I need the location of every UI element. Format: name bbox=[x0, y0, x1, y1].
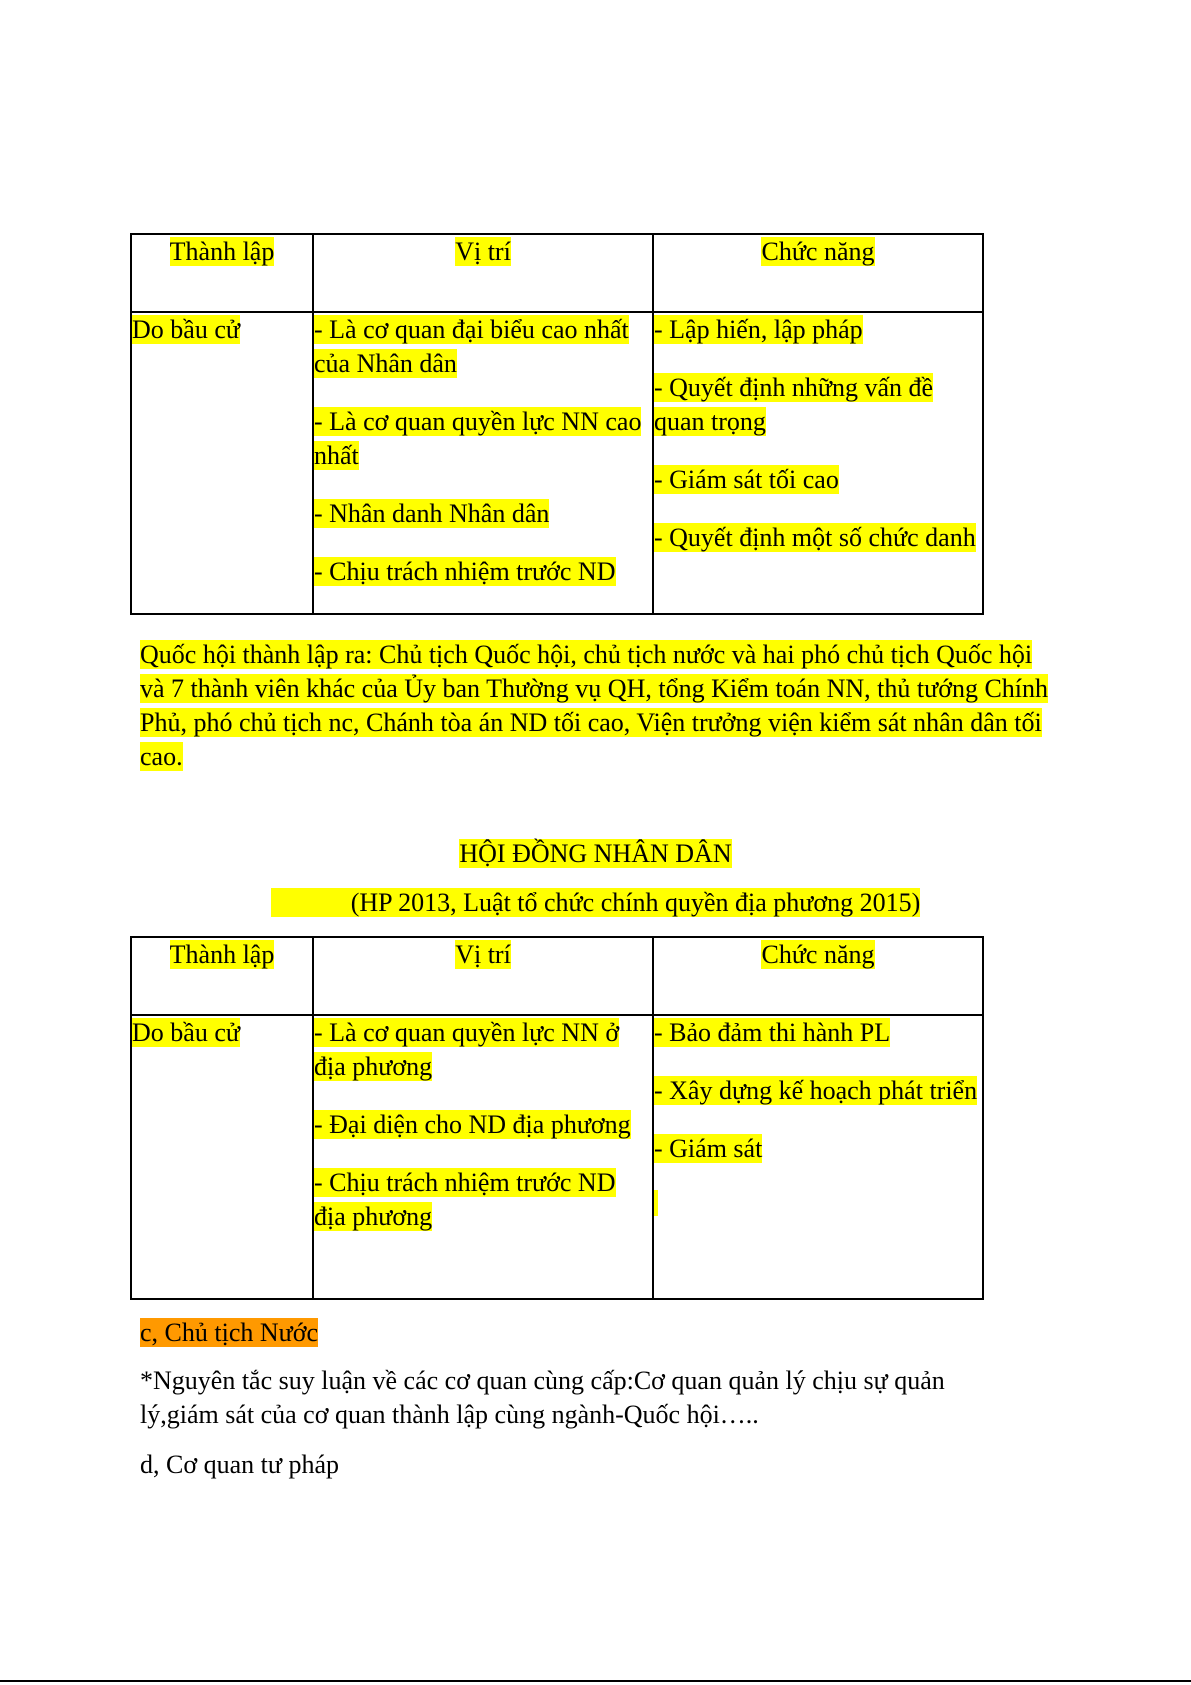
table-quoc-hoi bbox=[130, 233, 984, 615]
table-header-row bbox=[131, 937, 983, 1015]
header-cell-function bbox=[653, 234, 983, 312]
header-cell-formation bbox=[131, 937, 313, 1015]
function-item: - Quyết định một số chức danh bbox=[654, 523, 976, 552]
empty-highlight-mark bbox=[654, 1190, 658, 1216]
header-cell-formation bbox=[131, 234, 313, 312]
table-body-row bbox=[131, 312, 983, 614]
header-cell-position bbox=[313, 234, 653, 312]
heading-c-block bbox=[140, 1316, 318, 1350]
table-header-row bbox=[131, 234, 983, 312]
header-formation: Thành lập bbox=[169, 237, 275, 266]
position-item: - Là cơ quan quyền lực NN cao nhất bbox=[314, 407, 642, 470]
page-bottom-rule bbox=[0, 1680, 1191, 1682]
function-item: - Lập hiến, lập pháp bbox=[654, 315, 863, 344]
position-item: - Chịu trách nhiệm trước ND bbox=[314, 557, 616, 586]
header-position: Vị trí bbox=[455, 237, 511, 266]
section-subtitle: (HP 2013, Luật tổ chức chính quyền địa phương 2015) bbox=[271, 888, 921, 917]
table-body-row bbox=[131, 1015, 983, 1299]
position-cell bbox=[313, 312, 653, 614]
position-item: - Chịu trách nhiệm trước ND địa phương bbox=[314, 1168, 616, 1231]
section-title-block bbox=[0, 837, 1191, 871]
position-cell bbox=[313, 1015, 653, 1299]
function-item: - Quyết định những vấn đề quan trọng bbox=[654, 373, 934, 436]
function-item: - Giám sát tối cao bbox=[654, 465, 839, 494]
principle-paragraph: *Nguyên tắc suy luận về các cơ quan cùng cấp:Cơ quan quản lý chịu sự quản lý,giám sát của cơ quan thành lập cùng ngành-Quốc hội….. bbox=[140, 1366, 945, 1429]
section-subtitle-block bbox=[0, 886, 1191, 920]
formation-cell bbox=[131, 1015, 313, 1299]
function-item: - Giám sát bbox=[654, 1134, 763, 1163]
position-item: - Là cơ quan đại biểu cao nhất của Nhân dân bbox=[314, 315, 629, 378]
section-title: HỘI ĐỒNG NHÂN DÂN bbox=[459, 839, 732, 868]
function-cell bbox=[653, 312, 983, 614]
position-item: - Nhân danh Nhân dân bbox=[314, 499, 550, 528]
table-hoi-dong-nhan-dan bbox=[130, 936, 984, 1300]
qh-paragraph-block bbox=[140, 638, 1060, 774]
heading-d: d, Cơ quan tư pháp bbox=[140, 1450, 339, 1479]
function-item: - Bảo đảm thi hành PL bbox=[654, 1018, 891, 1047]
header-position: Vị trí bbox=[455, 940, 511, 969]
position-item: - Đại diện cho ND địa phương bbox=[314, 1110, 631, 1139]
formation-text: Do bầu cử bbox=[132, 1018, 240, 1047]
function-cell bbox=[653, 1015, 983, 1299]
header-function: Chức năng bbox=[761, 940, 875, 969]
header-cell-position bbox=[313, 937, 653, 1015]
formation-cell bbox=[131, 312, 313, 614]
qh-paragraph: Quốc hội thành lập ra: Chủ tịch Quốc hội, chủ tịch nước và hai phó chủ tịch Quốc hội và 7 thành viên khác của Ủy ban Thường vụ QH, tổng Kiểm toán NN, thủ tướng Chính Phủ, phó chủ tịch nc, Chánh tòa án ND tối cao, Viện trưởng viện kiểm sát nhân dân tối cao. bbox=[140, 640, 1049, 771]
position-item: - Là cơ quan quyền lực NN ở địa phương bbox=[314, 1018, 620, 1081]
header-cell-function bbox=[653, 937, 983, 1015]
formation-text: Do bầu cử bbox=[132, 315, 240, 344]
heading-c: c, Chủ tịch Nước bbox=[140, 1318, 319, 1347]
function-item: - Xây dựng kế hoạch phát triển bbox=[654, 1076, 978, 1105]
header-function: Chức năng bbox=[761, 237, 875, 266]
header-formation: Thành lập bbox=[169, 940, 275, 969]
